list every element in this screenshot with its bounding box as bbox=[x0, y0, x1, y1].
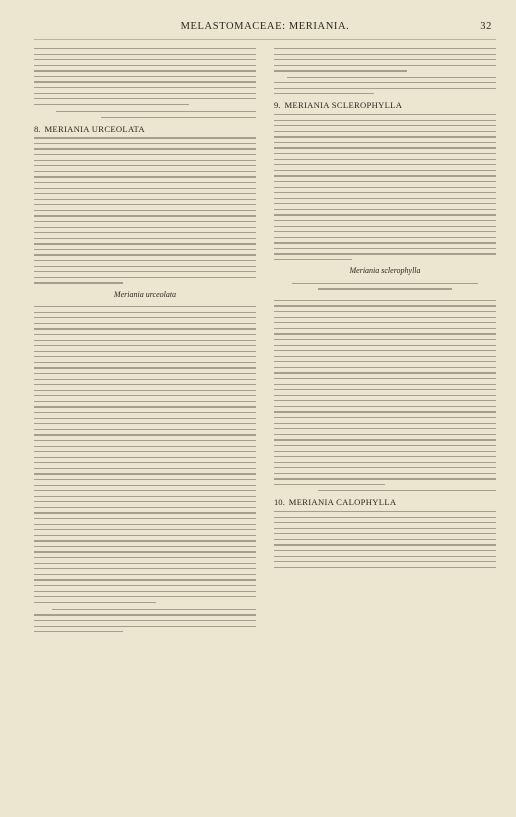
species-number: 8. bbox=[34, 123, 41, 134]
running-head-title: MELASTOMACEAE: MERIANIA. bbox=[180, 21, 350, 32]
habitat-note bbox=[34, 609, 256, 633]
left-column bbox=[34, 48, 256, 637]
species-diagnosis bbox=[274, 114, 496, 260]
synonymy: Meriania sclerophylla bbox=[349, 266, 421, 276]
species-description bbox=[34, 306, 256, 603]
habitat-note bbox=[34, 111, 256, 118]
species-diagnosis bbox=[34, 137, 256, 283]
species-number: 9. bbox=[274, 100, 281, 111]
species-heading bbox=[274, 497, 496, 509]
running-head bbox=[34, 17, 496, 40]
species-diagnosis bbox=[274, 511, 496, 568]
species-name: MERIANIA SCLEROPHYLLA bbox=[284, 100, 403, 111]
species-heading bbox=[274, 100, 496, 112]
species-heading bbox=[34, 124, 256, 136]
species-description bbox=[274, 300, 496, 485]
page-number: 32 bbox=[480, 21, 492, 32]
book-page bbox=[0, 17, 516, 817]
section-note bbox=[274, 77, 496, 95]
section-note bbox=[274, 48, 496, 72]
species-name: MERIANIA CALOPHYLLA bbox=[288, 497, 397, 508]
continued-description bbox=[34, 48, 256, 105]
species-number: 10. bbox=[274, 497, 285, 508]
species-name: MERIANIA URCEOLATA bbox=[44, 123, 145, 134]
habitat-note bbox=[274, 490, 496, 491]
synonymy: Meriania urceolata bbox=[113, 289, 177, 299]
text-columns bbox=[34, 48, 496, 637]
synonymy-references bbox=[274, 283, 496, 290]
right-column bbox=[274, 48, 496, 637]
